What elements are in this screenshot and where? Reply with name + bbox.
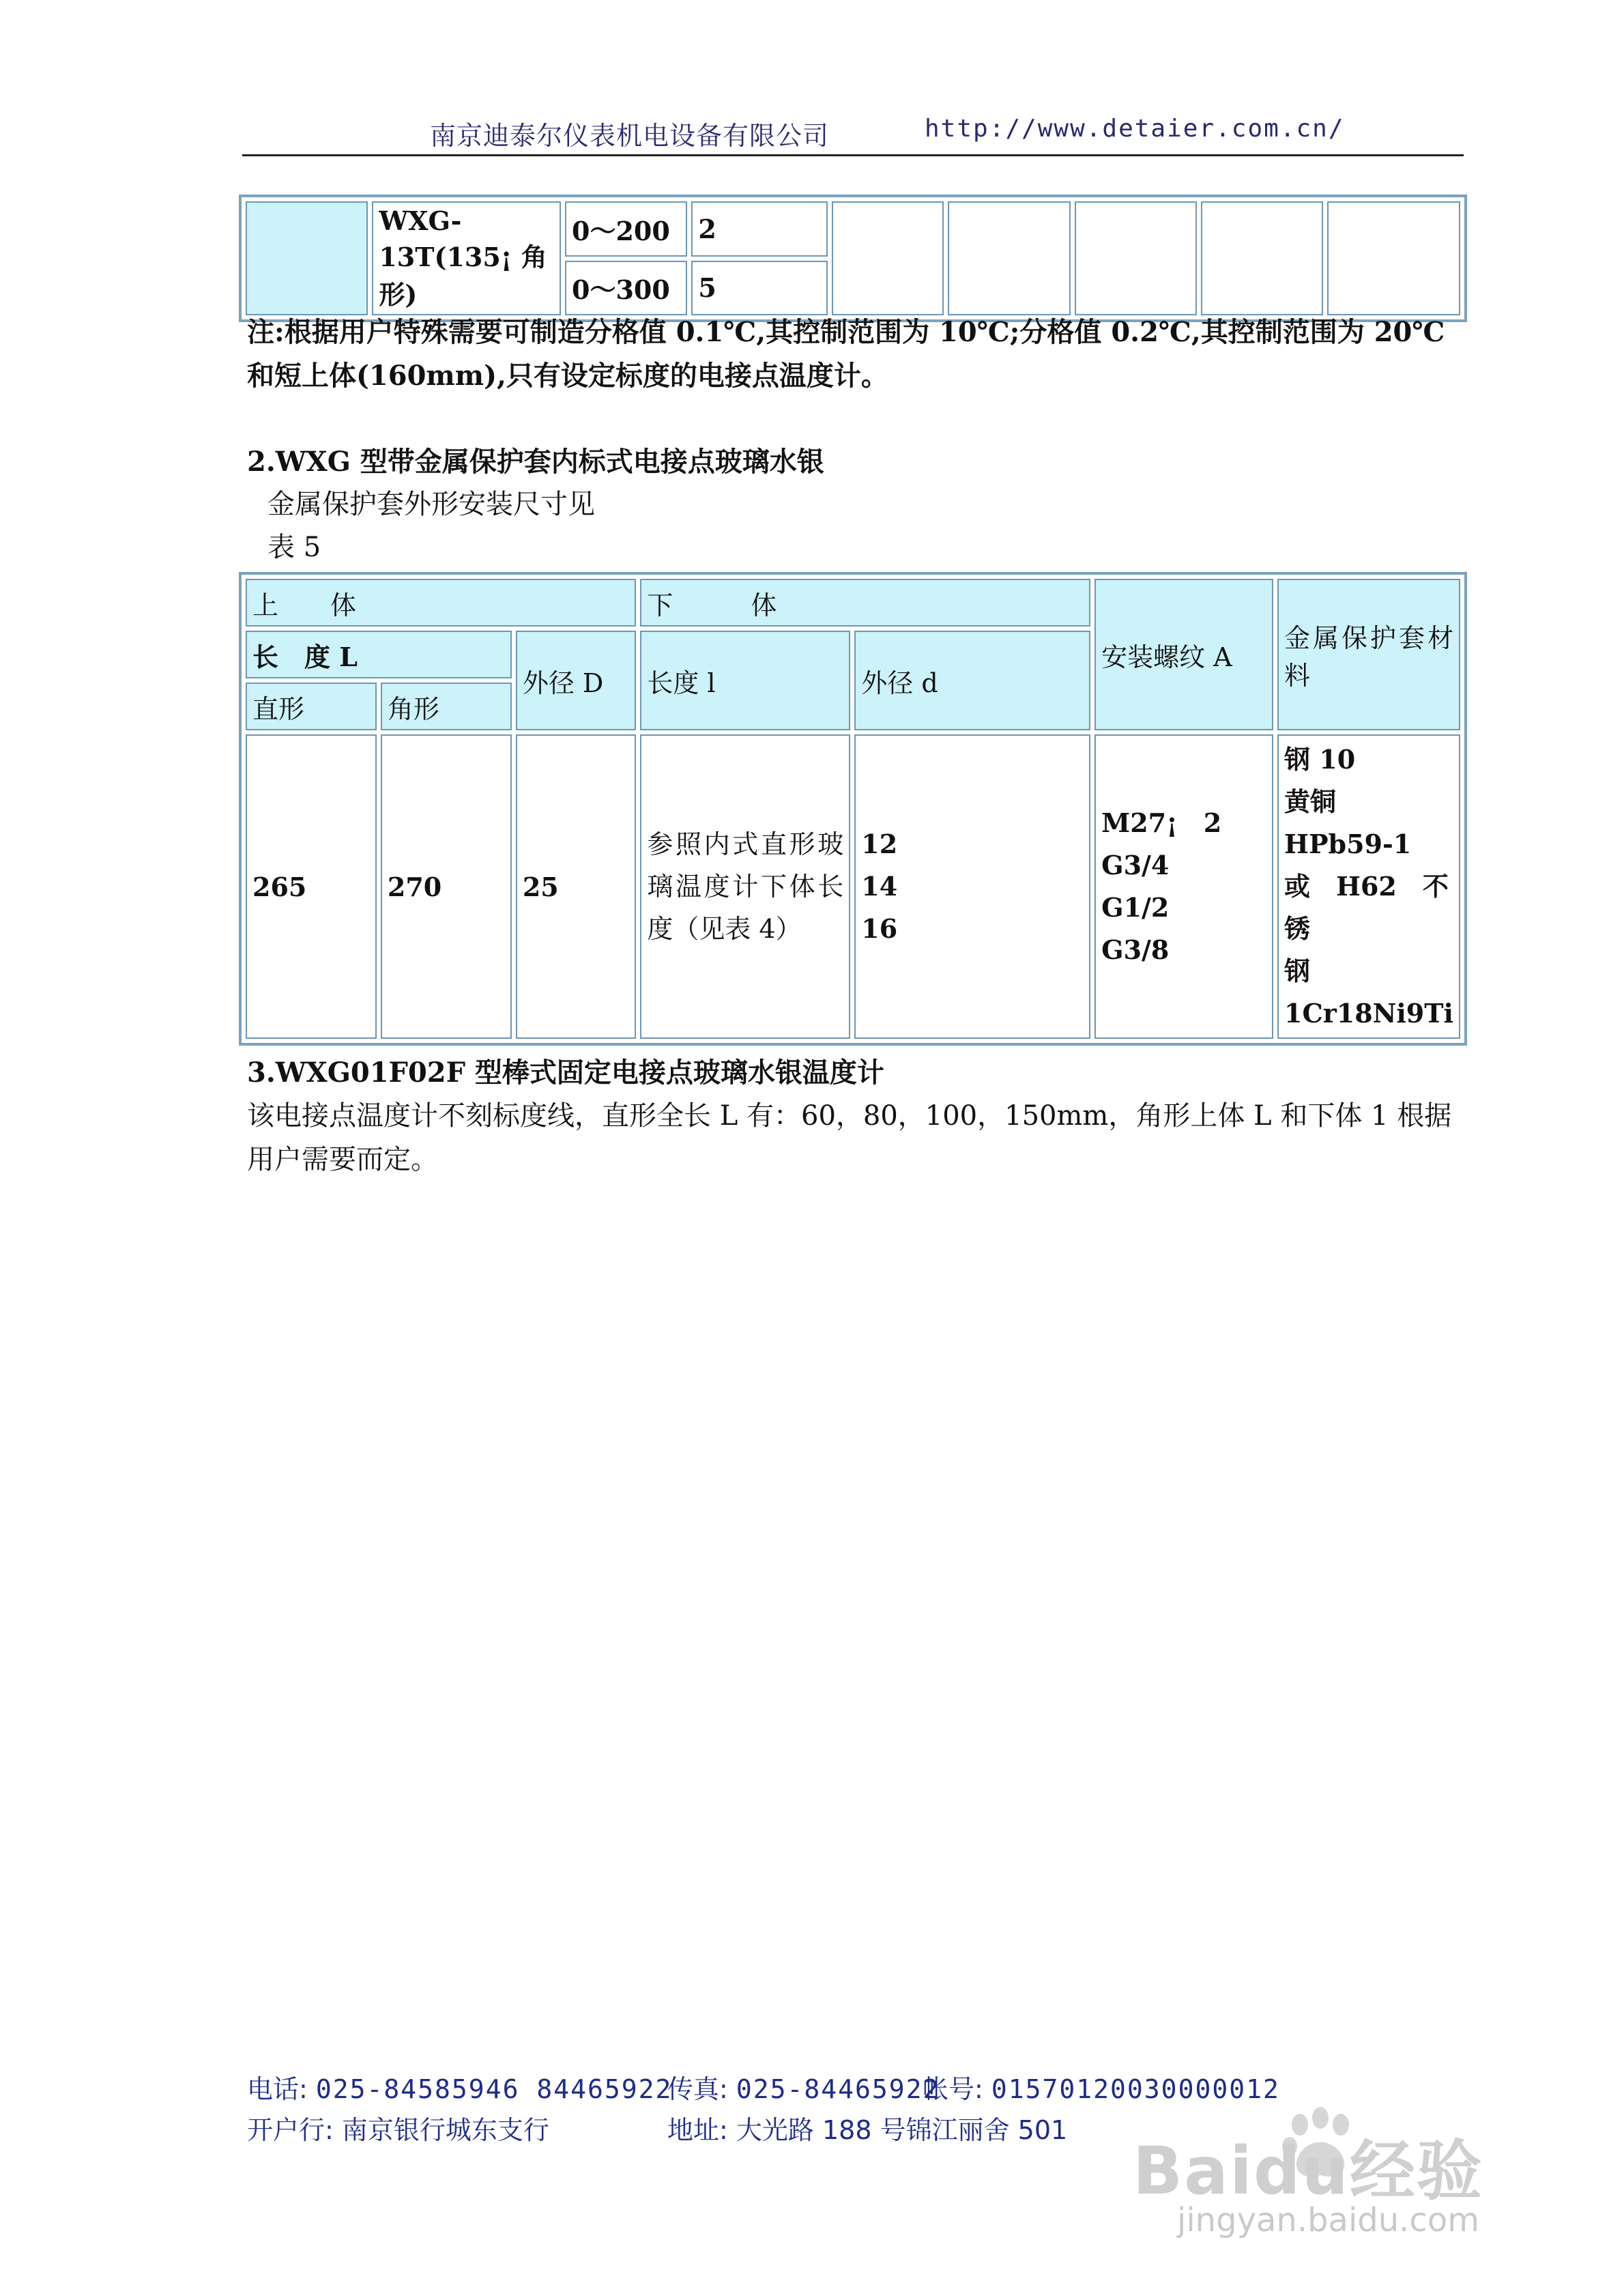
cell-outer-d — [854, 734, 1090, 1039]
header-rule — [242, 154, 1464, 156]
footer-tel — [247, 2068, 672, 2106]
thread-value: G1/2 — [1101, 892, 1170, 923]
header-upper-body: 上 体 — [246, 579, 636, 627]
table1-range: 0～300 — [565, 261, 687, 316]
header-outer-d: 外径 d — [854, 631, 1090, 730]
footer-fax-value: 025-84465922 — [736, 2074, 940, 2104]
cell-straight-length: 265 — [246, 734, 377, 1039]
material-line: 钢 — [1284, 956, 1311, 986]
table-5 — [239, 572, 1467, 1046]
footer-address-value: 大光路 188 号锦江丽舍 501 — [736, 2115, 1068, 2145]
header-company-name: 南京迪泰尔仪表机电设备有限公司 — [430, 121, 830, 151]
footer-tel-value: 025-84585946 84465922 — [315, 2074, 673, 2104]
footer-bank — [247, 2109, 549, 2147]
cell-angle-length: 270 — [381, 734, 512, 1039]
section2-line3: 表 5 — [267, 532, 321, 563]
cell-length-l: 参照内式直形玻璃温度计下体长度（见表 4） — [640, 734, 850, 1039]
table1-value: 2 — [691, 201, 828, 257]
cell-thread — [1094, 734, 1273, 1039]
section2-line2: 金属保护套外形安装尺寸见 — [267, 489, 595, 520]
baidu-jingyan-watermark — [1133, 2106, 1542, 2209]
outer-d-value: 12 — [861, 829, 898, 859]
table1-empty-cell — [1201, 201, 1323, 315]
table1-range: 0～200 — [565, 201, 687, 257]
cell-outer-D: 25 — [516, 734, 637, 1039]
material-line: 黄铜 HPb59-1 — [1284, 786, 1412, 859]
watermark-logo-text: Baidu经验 — [1133, 2133, 1483, 2209]
table-wxg-13t — [239, 195, 1467, 322]
footer-tel-label: 电话: — [247, 2074, 308, 2104]
table1-empty-cell — [948, 201, 1070, 315]
table1-empty-cell — [1327, 201, 1460, 315]
header-url[interactable]: http://www.detaier.com.cn/ — [925, 115, 1345, 143]
thread-value: G3/8 — [1101, 934, 1170, 965]
cell-material — [1277, 734, 1460, 1039]
table1-blank-cell — [246, 201, 368, 315]
footer-address — [667, 2109, 1067, 2147]
footer-account-value: 01570120030000012 — [991, 2074, 1280, 2104]
footer-bank-value: 南京银行城东支行 — [341, 2115, 549, 2145]
table1-empty-cell — [1075, 201, 1197, 315]
thread-value: M27¡ 2 — [1101, 807, 1222, 838]
note-paragraph: 注:根据用户特殊需要可制造分格值 0.1℃,其控制范围为 10℃;分格值 0.2℃,其控制范围为 20℃和短上体(160mm),只有设定标度的电接点温度计。 — [247, 316, 1445, 392]
section2-title: 2.WXG 型带金属保护套内标式电接点玻璃水银 — [247, 446, 824, 478]
header-length-l: 长度 l — [640, 631, 850, 730]
section3-body: 该电接点温度计不刻标度线，直形全长 L 有：60，80，100，150mm，角形上体 L 和下体 1 根据用户需要而定。 — [247, 1100, 1452, 1175]
footer-bank-label: 开户行: — [247, 2115, 334, 2145]
header-lower-body: 下 体 — [640, 579, 1090, 627]
header-material: 金属保护套材料 — [1277, 579, 1460, 730]
thread-value: G3/4 — [1101, 850, 1170, 880]
header-angle: 角形 — [381, 683, 512, 730]
outer-d-value: 16 — [861, 913, 898, 944]
footer-address-label: 地址: — [667, 2115, 728, 2145]
table1-value: 5 — [691, 261, 828, 316]
header-thread: 安装螺纹 A — [1094, 579, 1273, 730]
header-length-L: 长 度 L — [246, 631, 512, 678]
table1-empty-cell — [832, 201, 944, 315]
header-outer-D: 外径 D — [516, 631, 637, 730]
watermark-url: jingyan.baidu.com — [1177, 2201, 1479, 2239]
footer-fax — [667, 2068, 940, 2106]
header-straight: 直形 — [246, 683, 377, 730]
outer-d-value: 14 — [861, 871, 898, 902]
footer-account-label: 帐号: — [923, 2074, 983, 2104]
material-line: 钢 10 — [1284, 744, 1356, 775]
footer-fax-label: 传真: — [667, 2074, 728, 2104]
footer-account — [923, 2068, 1280, 2106]
table1-model: WXG-13T(135¡ 角形) — [372, 201, 561, 315]
material-line: 1Cr18Ni9Ti — [1284, 998, 1453, 1029]
section3-title: 3.WXG01F02F 型棒式固定电接点玻璃水银温度计 — [247, 1057, 884, 1089]
material-line: 或 H62 不锈 — [1284, 871, 1449, 944]
